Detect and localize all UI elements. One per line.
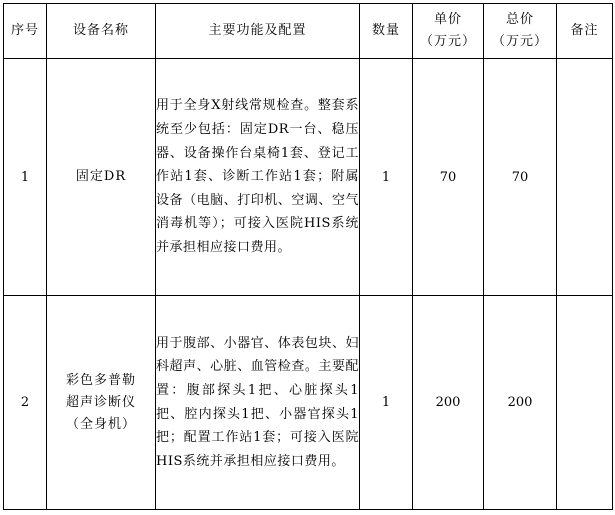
cell-unit-price: 70 <box>413 59 484 296</box>
header-total-price-label: 总价 <box>505 12 534 27</box>
cell-seq: 1 <box>4 59 47 296</box>
cell-qty: 1 <box>360 59 413 296</box>
cell-unit-price: 200 <box>413 296 484 510</box>
header-unit-price-unit: （万元） <box>419 34 476 49</box>
header-seq: 序号 <box>4 4 47 59</box>
table-header-row <box>4 4 613 59</box>
cell-remark <box>557 59 613 296</box>
cell-seq: 2 <box>4 296 47 510</box>
cell-name <box>47 296 156 510</box>
table-row <box>4 296 613 510</box>
cell-total-price: 200 <box>484 296 557 510</box>
header-unit-price-label: 单价 <box>433 12 462 27</box>
header-name: 设备名称 <box>47 4 156 59</box>
header-total-price-unit: （万元） <box>491 34 548 49</box>
equipment-table <box>3 3 613 510</box>
device-name-line-1: 彩色多普勒 <box>65 372 136 388</box>
device-name-line-2: 超声诊断仪 <box>65 394 136 410</box>
cell-name <box>47 59 156 296</box>
table-row <box>4 59 613 296</box>
cell-function <box>156 59 360 296</box>
header-qty: 数量 <box>360 4 413 59</box>
device-name: 固定DR <box>75 169 127 184</box>
cell-remark <box>557 296 613 510</box>
device-name-line-3: （全身机） <box>65 416 136 432</box>
header-function: 主要功能及配置 <box>156 4 360 59</box>
function-description: 用于腹部、小器官、体表包块、妇科超声、心脏、血管检查。主要配置：腹部探头1把、心脏探头1把、腔内探头1把、小器官探头1把；配置工作站1套；可接入医院HIS系统并承担相应接口费用。 <box>156 335 359 469</box>
cell-qty: 1 <box>360 296 413 510</box>
header-total-price <box>484 4 557 59</box>
header-remark: 备注 <box>557 4 613 59</box>
header-unit-price <box>413 4 484 59</box>
cell-function <box>156 296 360 510</box>
function-description: 用于全身X射线常规检查。整套系统至少包括：固定DR一台、稳压器、设备操作台桌椅1套、登记工作站1套、诊断工作站1套；附属设备（电脑、打印机、空调、空气消毒机等）；可接入医院HIS系统并承担相应接口费用。 <box>156 98 359 255</box>
cell-total-price: 70 <box>484 59 557 296</box>
